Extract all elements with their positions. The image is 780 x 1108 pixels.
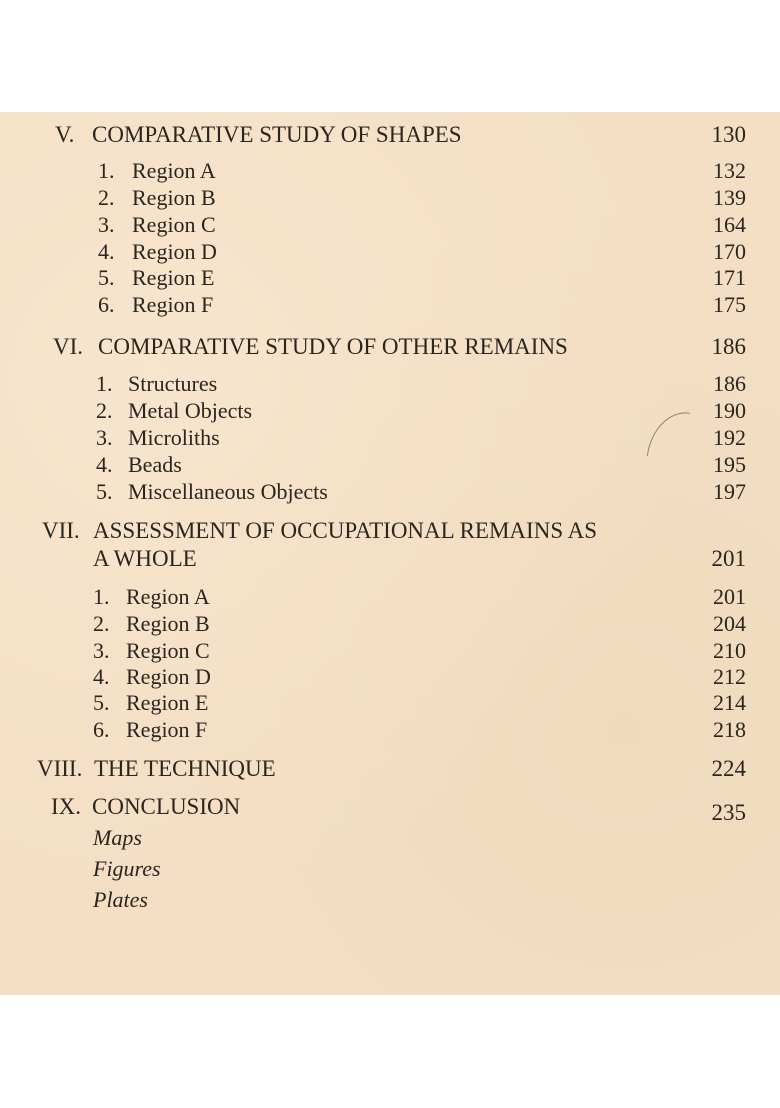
section-number: 5. xyxy=(98,265,115,290)
chapter-numeral: IX. xyxy=(51,794,82,819)
section-number: 5. xyxy=(96,479,113,504)
section-title: Region C xyxy=(132,212,216,237)
section-number: 3. xyxy=(98,212,115,237)
section-page: 197 xyxy=(713,479,746,504)
section-number: 1. xyxy=(96,371,113,396)
section-page: 171 xyxy=(713,265,746,290)
chapter-page: 186 xyxy=(711,334,746,359)
section-title: Region D xyxy=(126,664,211,689)
chapter-title: COMPARATIVE STUDY OF SHAPES xyxy=(92,122,462,147)
section-title: Region D xyxy=(132,239,217,264)
chapter-title: THE TECHNIQUE xyxy=(94,756,276,781)
section-number: 1. xyxy=(93,584,110,609)
chapter-numeral: VII. xyxy=(42,518,80,543)
section-page: 175 xyxy=(713,292,746,317)
section-page: 210 xyxy=(713,638,746,663)
section-page: 139 xyxy=(713,185,746,210)
section-number: 3. xyxy=(96,425,113,450)
section-title: Metal Objects xyxy=(128,398,253,423)
section-page: 192 xyxy=(713,425,746,450)
section-title: Region B xyxy=(126,611,210,636)
chapter-title: COMPARATIVE STUDY OF OTHER REMAINS xyxy=(98,334,568,359)
section-page: 214 xyxy=(713,690,746,715)
section-title: Region B xyxy=(132,185,216,210)
section-page: 190 xyxy=(713,398,746,423)
section-title: Region A xyxy=(132,158,216,183)
section-page: 186 xyxy=(713,371,746,396)
chapter-page: 235 xyxy=(711,800,746,825)
section-page: 212 xyxy=(713,664,746,689)
section-page: 132 xyxy=(713,158,746,183)
section-title: Region F xyxy=(126,717,208,742)
chapter-numeral: V. xyxy=(55,122,75,147)
chapter-page: 201 xyxy=(711,546,746,571)
section-number: 2. xyxy=(98,185,115,210)
section-title: Region C xyxy=(126,638,210,663)
section-number: 6. xyxy=(98,292,115,317)
section-number: 4. xyxy=(93,664,110,689)
section-number: 4. xyxy=(98,239,115,264)
section-page: 195 xyxy=(713,452,746,477)
section-page: 218 xyxy=(713,717,746,742)
chapter-numeral: VIII. xyxy=(37,756,83,781)
section-page: 204 xyxy=(713,611,746,636)
section-page: 164 xyxy=(713,212,746,237)
chapter-title-continued: A WHOLE xyxy=(93,546,197,571)
section-title: Miscellaneous Objects xyxy=(128,479,328,504)
section-number: 4. xyxy=(96,452,113,477)
section-title: Region A xyxy=(126,584,210,609)
section-number: 6. xyxy=(93,717,110,742)
section-number: 3. xyxy=(93,638,110,663)
section-title: Region F xyxy=(132,292,214,317)
section-title: Region E xyxy=(126,690,209,715)
chapter-page: 224 xyxy=(711,756,746,781)
section-number: 1. xyxy=(98,158,115,183)
chapter-title: CONCLUSION xyxy=(92,794,241,819)
section-number: 2. xyxy=(93,611,110,636)
chapter-page: 130 xyxy=(711,122,746,147)
section-title: Beads xyxy=(128,452,182,477)
back-matter-title: Figures xyxy=(93,856,161,881)
back-matter-title: Maps xyxy=(93,825,142,850)
section-page: 201 xyxy=(713,584,746,609)
section-title: Region E xyxy=(132,265,215,290)
section-title: Microliths xyxy=(128,425,220,450)
section-page: 170 xyxy=(713,239,746,264)
back-matter-title: Plates xyxy=(93,887,148,912)
section-number: 2. xyxy=(96,398,113,423)
chapter-numeral: VI. xyxy=(53,334,84,359)
section-title: Structures xyxy=(128,371,218,396)
chapter-title: ASSESSMENT OF OCCUPATIONAL REMAINS AS xyxy=(93,518,597,543)
section-number: 5. xyxy=(93,690,110,715)
